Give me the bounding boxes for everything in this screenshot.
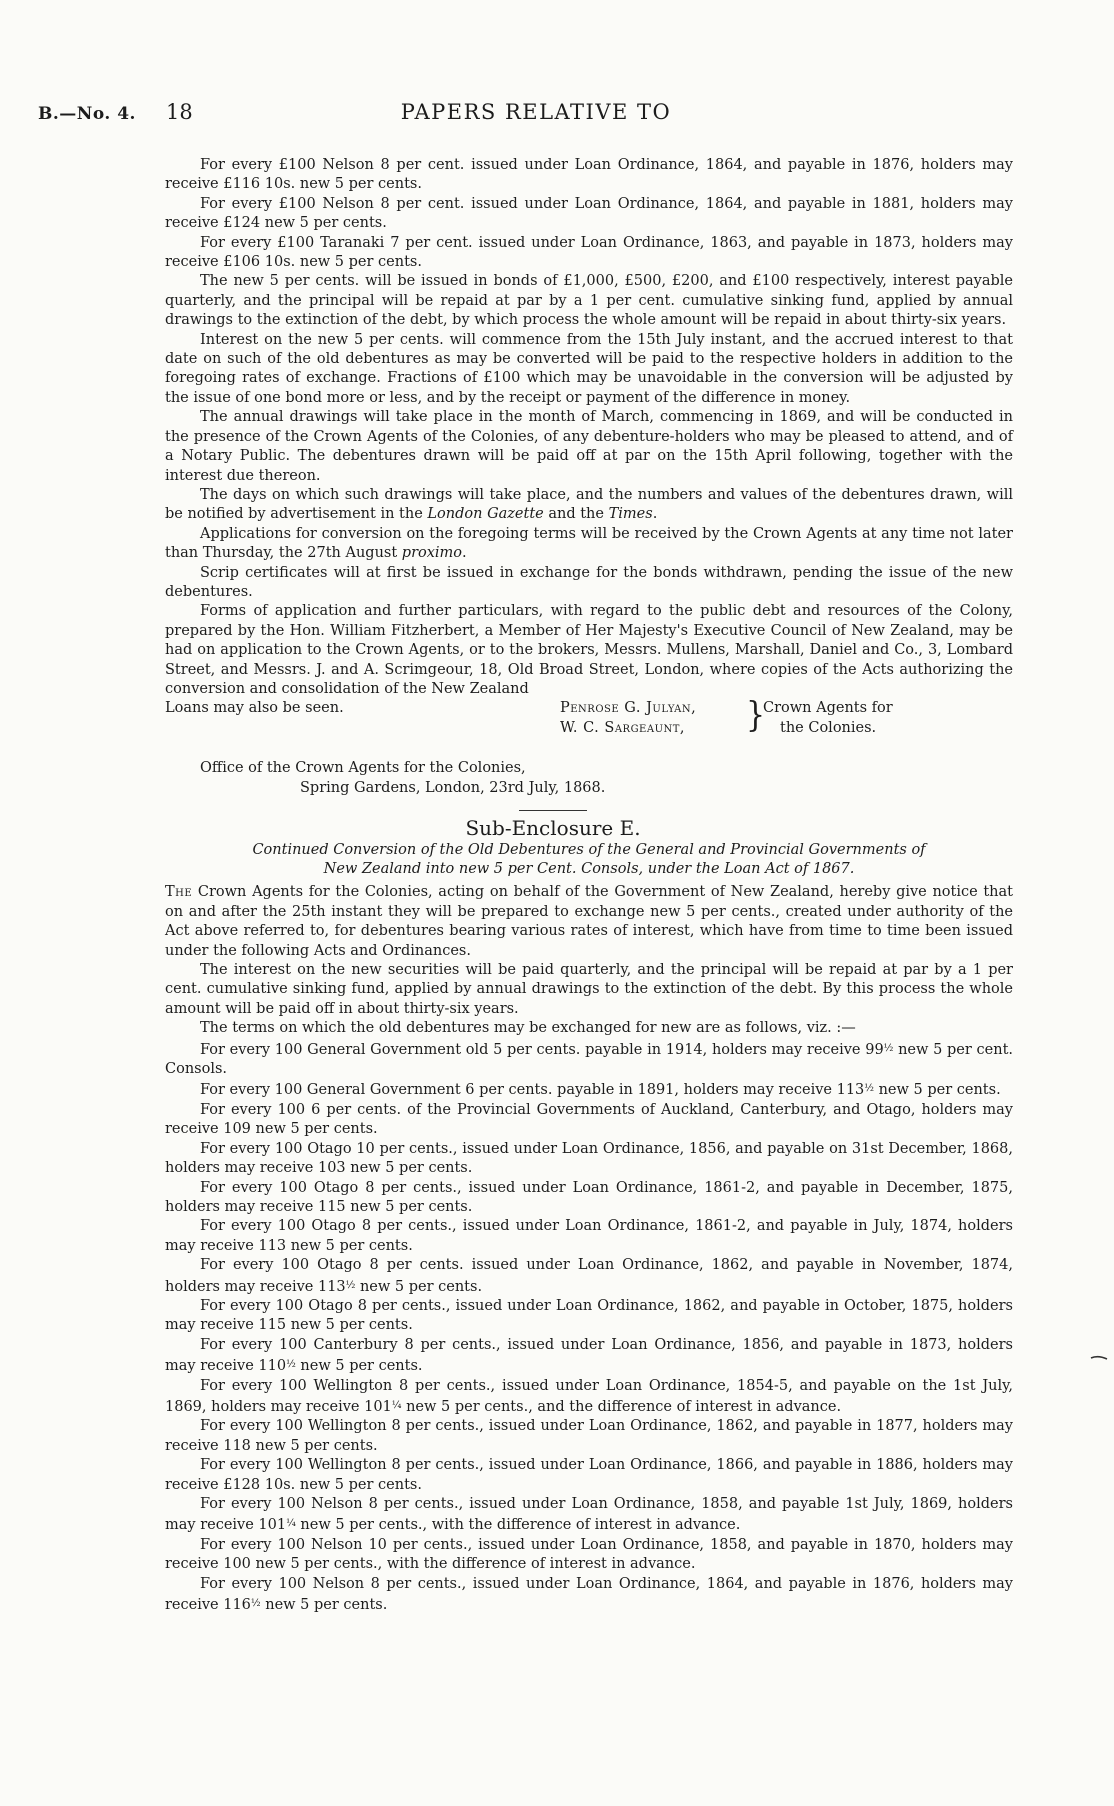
section-divider — [519, 810, 587, 811]
page-number: 18 — [166, 100, 193, 124]
fraction: ¼ — [286, 1518, 296, 1530]
exchange-term: For every 100 Wellington 8 per cents., issued under Loan Ordinance, 1862, and payable in 1877, holders may receive 118 new 5 per cents. — [165, 1418, 1013, 1454]
signatory-name: Penrose G. Julyan, — [560, 700, 697, 717]
fraction: ½ — [345, 1279, 356, 1291]
page-header — [38, 100, 1034, 132]
sub-enclosure-subtitle: Continued Conversion of the Old Debentures of the General and Provincial Governments of New Zealand into new 5 per Cent. Consols, under the Loan Act of 1867. — [252, 841, 926, 877]
exchange-term: For every 100 Wellington 8 per cents., issued under Loan Ordinance, 1866, and payable in 1886, holders may receive £128 10s. new 5 per cents. — [165, 1457, 1013, 1493]
drawings-notice-paragraph: The days on which such drawings will take place, and the numbers and values of the debentures drawn, will be notified by advertisement in the London Gazette and the Times. — [165, 486, 1013, 523]
fraction: ½ — [883, 1042, 894, 1054]
times-title: Times — [608, 506, 653, 523]
paragraph: The new 5 per cents. will be issued in bonds of £1,000, £500, £200, and £100 respectively, interest payable quarterly, and the principal will be repaid at par by a 1 per cent. cumulative sinking fund, applied by annual drawings to the extinction of the debt, by which process the whole amount will be repaid in about thirty-six years. — [165, 273, 1013, 329]
gazette-title: London Gazette — [427, 506, 544, 523]
fraction: ½ — [250, 1598, 261, 1610]
exchange-term: For every 100 Nelson 8 per cents., issued under Loan Ordinance, 1858, and payable 1st July, 1869, holders may receive $101^{\frac{1}{4}}$ new 5 per cents., with the difference of interest in advance. — [165, 1496, 1013, 1534]
fraction: ¼ — [391, 1399, 402, 1411]
office-address: Office of the Crown Agents for the Colonies, Spring Gardens, London, 23rd July, 1868. — [200, 760, 606, 796]
exchange-term: For every 100 6 per cents. of the Provincial Governments of Auckland, Canterbury, and Otago, holders may receive 109 new 5 per cents. — [165, 1101, 1013, 1138]
exchange-term: For every 100 General Government old 5 per cents. payable in 1914, holders may receive $99^{\frac{1}{2}}$ new 5 per cent. Consols. — [165, 1041, 1014, 1078]
exchange-term: For every 100 Otago 8 per cents., issued under Loan Ordinance, 1861-2, and payable in December, 1875, holders may receive 115 new 5 per cents. — [165, 1179, 1013, 1215]
exchange-term: For every 100 Otago 8 per cents. issued under Loan Ordinance, 1862, and payable in November, 1874, holders may receive $113^{\frac{1}{2}}$ new 5 per cents. — [165, 1257, 1013, 1295]
running-title: PAPERS RELATIVE TO — [400, 100, 672, 124]
paragraph: The interest on the new securities will be paid quarterly, and the principal will be repaid at par by a 1 per cent. cumulative sinking fund, applied by annual drawings to the extinction of the debt. By this process the whole amount will be paid off in about thirty-six years. — [165, 962, 1013, 1017]
paragraph: Scrip certificates will at first be issued in exchange for the bonds withdrawn, pending the issue of the new debentures. — [165, 564, 1013, 600]
document-body — [165, 156, 1013, 1615]
margin-mark — [1090, 1355, 1108, 1361]
exchange-term: For every 100 Wellington 8 per cents., issued under Loan Ordinance, 1854-5, and payable on the 1st July, 1869, holders may receive $101^{\frac{1}{4}}$ new 5 per cents., and the difference of interest in advance. — [165, 1377, 1013, 1415]
applications-paragraph: Applications for conversion on the foregoing terms will be received by the Crown Agents at any time not later than Thursday, the 27th August proximo. — [165, 525, 1013, 562]
signature-lead: Loans may also be seen. — [165, 700, 344, 717]
paragraph: For every £100 Nelson 8 per cent. issued under Loan Ordinance, 1864, and payable in 1881, holders may receive £124 new 5 per cents. — [165, 195, 1013, 232]
notice-paragraph: The Crown Agents for the Colonies, acting on behalf of the Government of New Zealand, hereby give notice that on and after the 25th instant they will be prepared to exchange new 5 per cents., created under authority of the Act above referred to, for debentures bearing various rates of interest, which have from time to time been issued under the following Acts and Ordinances. — [165, 884, 1013, 959]
paragraph: For every £100 Nelson 8 per cent. issued under Loan Ordinance, 1864, and payable in 1876, holders may receive £116 10s. new 5 per cents. — [165, 157, 1013, 193]
paragraph: Interest on the new 5 per cents. will commence from the 15th July instant, and the accrued interest to that date on such of the old debentures as may be converted will be paid to the respective holders in addition to the foregoing rates of exchange. Fractions of £100 which may be unavoidable in the conversion will be adjusted by the issue of one bond more or less, and by the receipt or payment of the difference in money. — [165, 331, 1013, 406]
sub-enclosure-heading: Sub-Enclosure E. — [465, 816, 641, 841]
exchange-terms-list — [165, 1039, 1013, 1616]
exchange-term: For every 100 General Government 6 per cents. payable in 1891, holders may receive $113^{\frac{1}{2}}$ new 5 per cents. — [200, 1082, 1001, 1099]
paragraph: The terms on which the old debentures may be exchanged for new are as follows, viz. :— — [200, 1020, 856, 1037]
exchange-term: For every 100 Nelson 8 per cents., issued under Loan Ordinance, 1864, and payable in 1876, holders may receive $116^{\frac{1}{2}}$ new 5 per cents. — [165, 1575, 1013, 1614]
paragraph: For every £100 Taranaki 7 per cent. issued under Loan Ordinance, 1863, and payable in 1873, holders may receive £106 10s. new 5 per cents. — [165, 234, 1013, 271]
brace: } — [746, 695, 766, 736]
exchange-term: For every 100 Otago 8 per cents., issued under Loan Ordinance, 1861-2, and payable in July, 1874, holders may receive 113 new 5 per cents. — [165, 1218, 1013, 1254]
exchange-term: For every 100 Otago 8 per cents., issued under Loan Ordinance, 1862, and payable in October, 1875, holders may receive 115 new 5 per cents. — [165, 1297, 1013, 1334]
exchange-term: For every 100 Otago 10 per cents., issued under Loan Ordinance, 1856, and payable on 31st December, 1868, holders may receive 103 new 5 per cents. — [165, 1140, 1013, 1177]
fraction: ½ — [864, 1083, 874, 1095]
exchange-term: For every 100 Canterbury 8 per cents., issued under Loan Ordinance, 1856, and payable in 1873, holders may receive $110^{\frac{1}{2}}$ new 5 per cents. — [165, 1336, 1013, 1375]
paragraph: The annual drawings will take place in the month of March, commencing in 1869, and will be conducted in the presence of the Crown Agents of the Colonies, of any debenture-holders who may be pleased to attend, and of a Notary Public. The debentures drawn will be paid off at par on the 15th April following, together with the interest due thereon. — [165, 409, 1013, 484]
signatory-name: W. C. Sargeaunt, — [560, 719, 686, 736]
fraction: ½ — [286, 1359, 296, 1371]
signatory-names — [560, 699, 696, 738]
exchange-term: For every 100 Nelson 10 per cents., issued under Loan Ordinance, 1858, and payable in 1870, holders may receive 100 new 5 per cents., with the difference of interest in advance. — [165, 1536, 1013, 1573]
signatory-role: Crown Agents for the Colonies. — [763, 700, 893, 736]
paper-reference: B.—No. 4. — [38, 104, 136, 124]
forms-paragraph: Forms of application and further particulars, with regard to the public debt and resources of the Colony, prepared by the Hon. William Fitzherbert, a Member of Her Majesty's Executive Council of New Zealand, may be had on application to the Crown Agents, or to the brokers, Messrs. Mullens, Marshall, Daniel and Co., 3, Lombard Street, and Messrs. J. and A. Scrimgeour, 18, Old Broad Street, London, where copies of the Acts authorizing the conversion and consolidation of the New Zealand — [165, 603, 1013, 697]
signature-block — [165, 695, 1013, 757]
